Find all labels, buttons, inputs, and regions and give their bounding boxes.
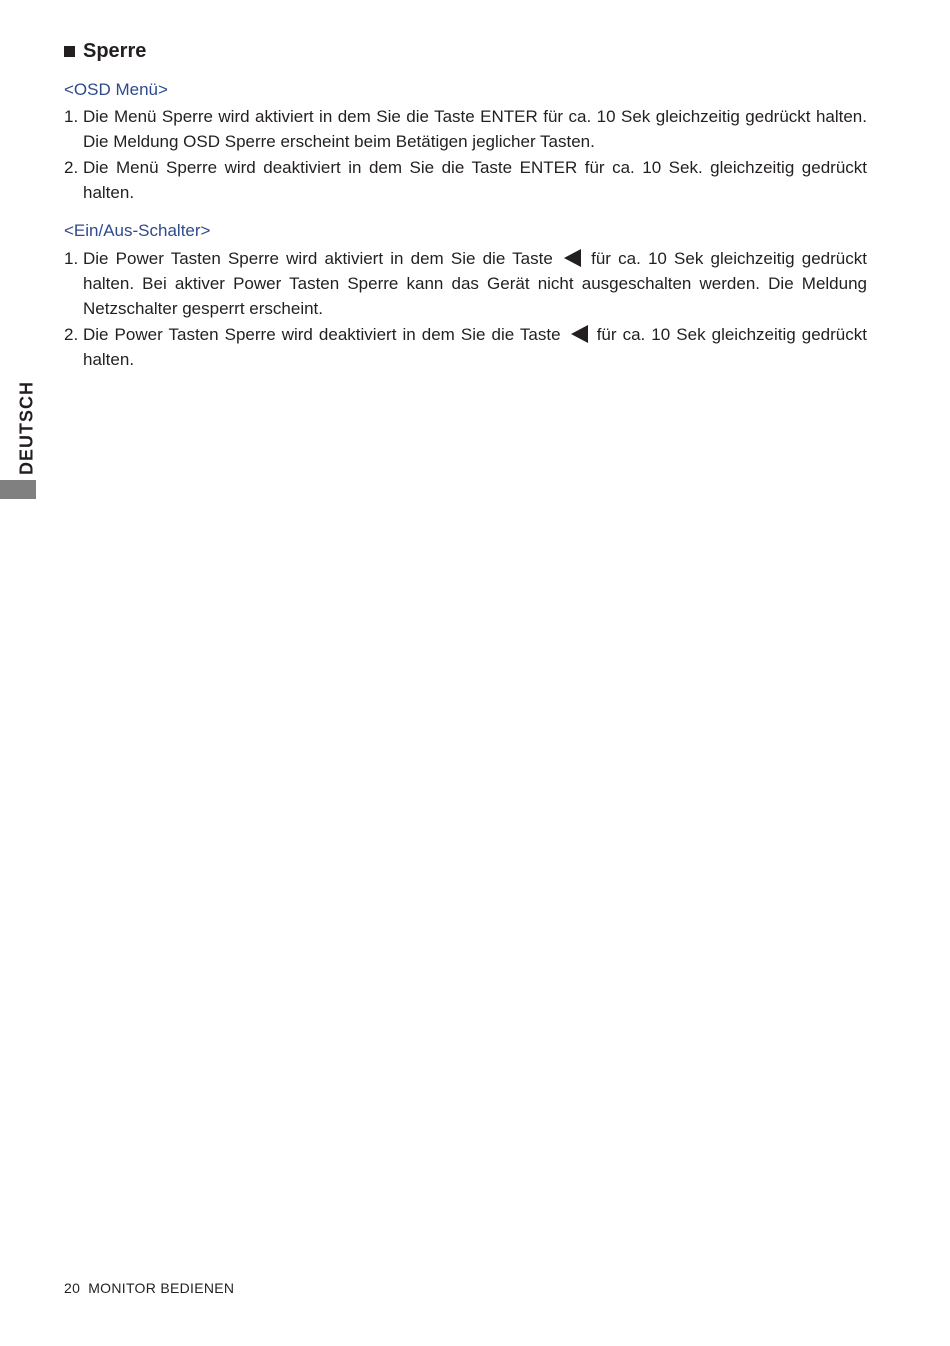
list-item [64, 104, 867, 154]
osd-menu-list [64, 104, 867, 206]
list-number: 1. [64, 107, 79, 126]
list-item [64, 155, 867, 205]
list-text-before: Die Power Tasten Sperre wird deaktiviert in dem Sie die Taste [83, 325, 561, 344]
page-number: 20 [64, 1280, 81, 1296]
list-number: 2. [64, 158, 79, 177]
chapter-title: MONITOR BEDIENEN [88, 1280, 235, 1296]
power-switch-subheading: <Ein/Aus-Schalter> [64, 221, 211, 240]
list-text: Die Menü Sperre wird aktiviert in dem Sie die Taste ENTER für ca. 10 Sek gleichzeitig gedrückt halten. Die Meldung OSD Sperre erscheint beim Betätigen jeglicher Tasten. [83, 107, 867, 151]
section-title: Sperre [83, 40, 147, 62]
osd-menu-subheading: <OSD Menü> [64, 80, 168, 99]
list-text-after: für ca. 10 Sek gleichzeitig gedrückt halten. [83, 325, 867, 369]
power-switch-list [64, 246, 867, 373]
page-footer [64, 1280, 234, 1296]
left-triangle-icon [564, 249, 581, 267]
section-heading [64, 40, 146, 63]
square-bullet-icon [64, 46, 75, 57]
list-text: Die Menü Sperre wird deaktiviert in dem Sie die Taste ENTER für ca. 10 Sek. gleichzeitig gedrückt halten. [83, 158, 867, 202]
list-item [64, 322, 867, 372]
language-tab-marker [0, 480, 36, 499]
list-text-after: für ca. 10 Sek gleichzeitig gedrückt halten. Bei aktiver Power Tasten Sperre kann das Gerät nicht ausgeschalten werden. Die Meldung Netzschalter gesperrt erscheint. [83, 249, 867, 318]
list-number: 2. [64, 325, 79, 344]
left-triangle-icon [571, 325, 588, 343]
list-number: 1. [64, 249, 79, 268]
language-tab-label: DEUTSCH [16, 380, 37, 476]
list-item [64, 246, 867, 321]
list-text-before: Die Power Tasten Sperre wird aktiviert in dem Sie die Taste [83, 249, 553, 268]
